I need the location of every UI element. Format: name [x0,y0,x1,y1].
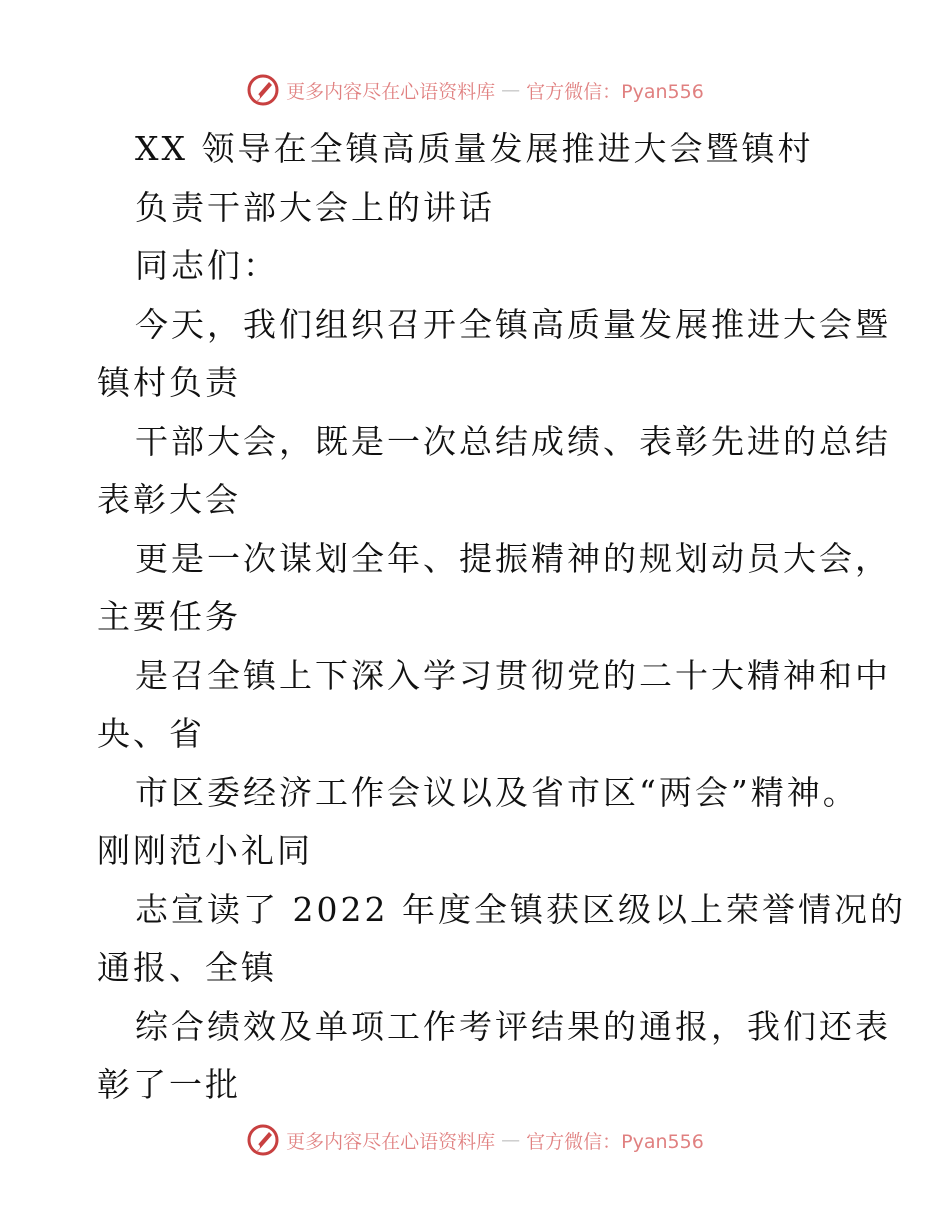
paragraph-line: 是召全镇上下深入学习贯彻党的二十大精神和中 [135,655,891,695]
paragraph-line: 主要任务 [97,597,241,636]
banner-text: 更多内容尽在心语资料库 [286,1130,496,1153]
banner-content [246,73,704,107]
banner-dash: — [501,1129,521,1151]
paragraph-line: 彰了一批 [97,1065,241,1104]
header-banner [0,70,950,110]
paragraph-line: 志宣读了 2022 年度全镇获区级以上荣誉情况的 [135,889,906,929]
footer-banner [0,1120,950,1160]
salutation: 同志们： [135,246,279,285]
paragraph-line: 今天，我们组织召开全镇高质量发展推进大会暨 [135,304,891,344]
banner-wechat: 官方微信：Pyan556 [526,80,704,103]
pen-circle-icon [246,73,280,107]
doc-title-line-2: 负责干部大会上的讲话 [135,187,495,227]
paragraph-line: 更是一次谋划全年、提振精神的规划动员大会， [135,538,891,578]
pen-circle-icon [246,1123,280,1157]
doc-title-line-1: XX 领导在全镇高质量发展推进大会暨镇村 [135,129,814,168]
banner-dash: — [501,79,521,101]
banner-wechat: 官方微信：Pyan556 [526,1130,704,1153]
paragraph-line: 镇村负责 [97,363,241,402]
paragraph-line: 干部大会，既是一次总结成绩、表彰先进的总结 [135,421,891,461]
banner-content [246,1123,704,1157]
paragraph-line: 表彰大会 [97,480,241,519]
paragraph-line: 通报、全镇 [97,948,277,987]
paragraph-line: 刚刚范小礼同 [97,831,313,870]
paragraph-line: 央、省 [97,714,205,753]
document-body [97,120,906,1115]
paragraph-line: 综合绩效及单项工作考评结果的通报，我们还表 [135,1006,891,1046]
banner-text: 更多内容尽在心语资料库 [286,80,496,103]
paragraph-line: 市区委经济工作会议以及省市区“两会”精神。 [135,772,859,812]
